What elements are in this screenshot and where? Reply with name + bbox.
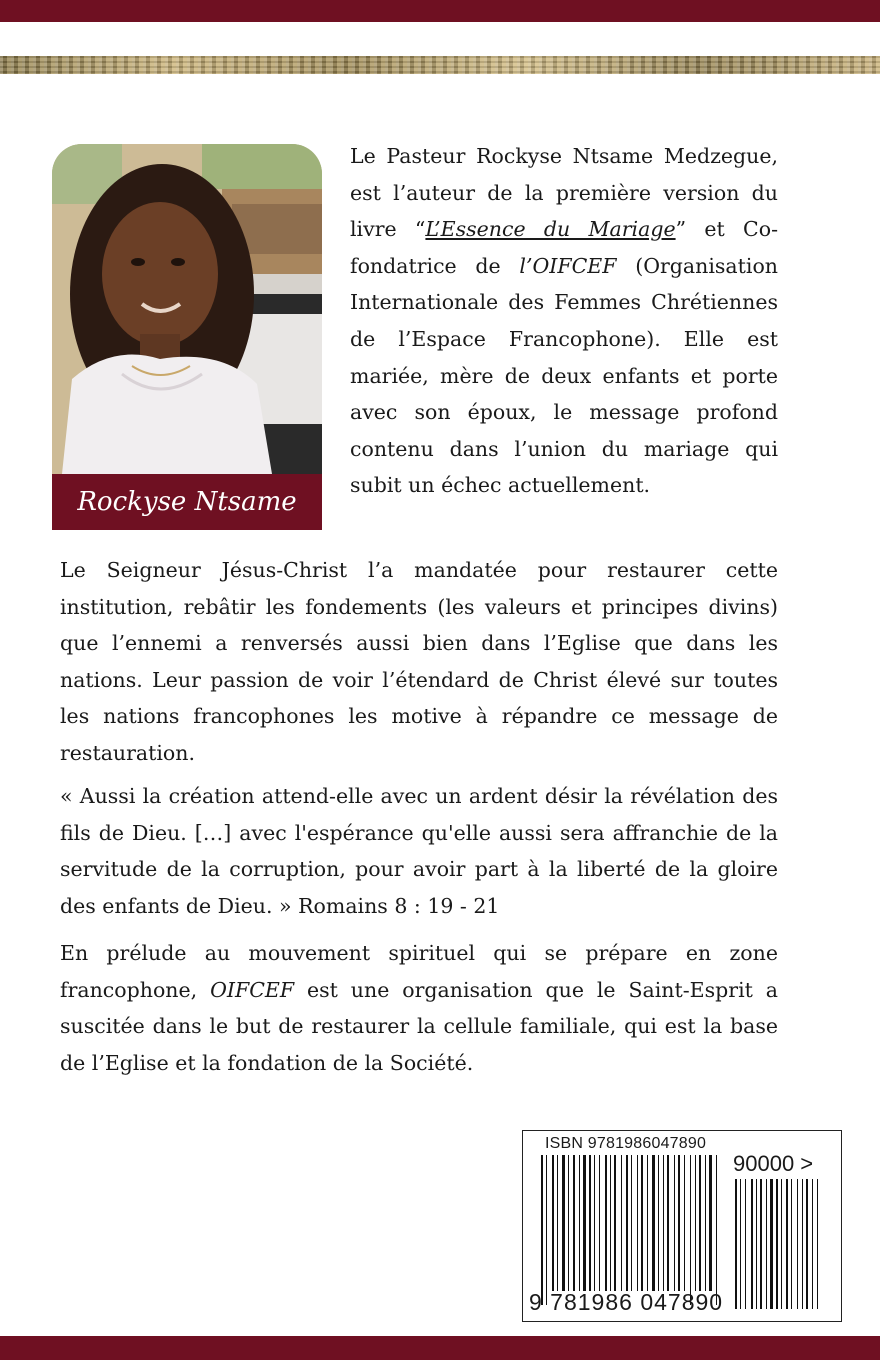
bible-quote-paragraph: « Aussi la création attend-elle avec un ardent désir la révélation des fils de Dieu. […] avec l'espérance qu'elle aussi sera affranchie de la servitude de la corruption, pour avoir part à la liberté de la gloire des enfants de Dieu. » Romains 8 : 19 - 21 xyxy=(60,784,778,918)
prelude-text-1: En prélude au mouvement spirituel qui se prépare en zone francophone, xyxy=(60,941,778,1002)
prelude-org-name: OIFCEF xyxy=(210,977,295,1002)
bio-text-2: ” et Co-fondatrice de xyxy=(350,217,778,278)
gold-decorative-strip xyxy=(0,56,880,74)
author-photo xyxy=(52,144,322,474)
org-acronym: l’OIFCEF xyxy=(519,253,617,278)
prelude-paragraph xyxy=(60,935,778,1081)
bio-text-1: Le Pasteur Rockyse Ntsame Medzegue, est l’auteur de la première version du livre “ xyxy=(350,144,778,242)
author-photo-card xyxy=(52,144,322,530)
bio-text-3: (Organisation Internationale des Femmes Chrétiennes de l’Espace Francophone). Elle est mariée, mère de deux enfants et porte avec son époux, le message profond contenu dans l’union du mariage qui subit un échec actuellement. xyxy=(350,253,778,498)
mandate-paragraph: Le Seigneur Jésus-Christ l’a mandatée pour restaurer cette institution, rebâtir les fondements (les valeurs et principes divins) que l’ennemi a renversés aussi bien dans l’Eglise que dans les nations. Leur passion de voir l’étendard de Christ élevé sur toutes les nations francophones les motive à répandre ce message de restauration. xyxy=(60,558,778,765)
book-title: L’Essence du Mariage xyxy=(425,217,676,242)
author-name-caption: Rockyse Ntsame xyxy=(52,474,322,530)
barcode-digits: 9 781986 047890 xyxy=(529,1289,724,1315)
author-bio-paragraph xyxy=(350,138,778,504)
author-portrait-illustration xyxy=(52,144,322,474)
isbn-barcode xyxy=(522,1130,842,1322)
isbn-label: ISBN 9781986047890 xyxy=(545,1135,707,1152)
price-code: 90000 > xyxy=(733,1151,814,1176)
prelude-text-2: est une organisation que le Saint-Esprit a suscitée dans le but de restaurer la cellule familiale, qui est la base de l’Eglise et la fondation de la Société. xyxy=(60,977,778,1075)
top-color-band xyxy=(0,0,880,22)
bottom-color-band xyxy=(0,1336,880,1360)
